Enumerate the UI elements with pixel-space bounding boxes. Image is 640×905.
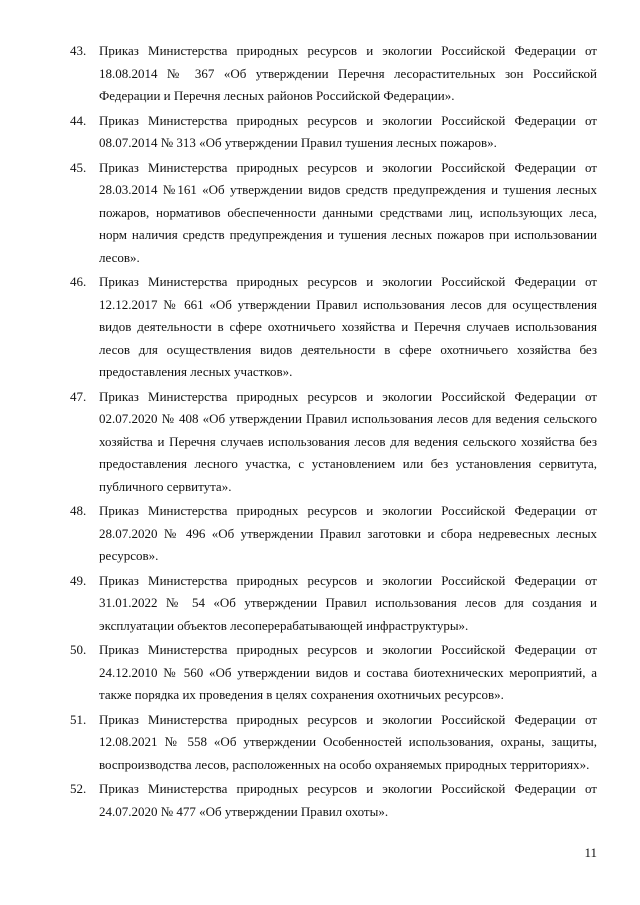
item-text: Приказ Министерства природных ресурсов и экологии Российской Федерации от 18.08.2014 № 367 «Об утверждении Перечня лесорастительных зон Российской Федерации и Перечня лесных районов Российской Федерации». [99, 43, 597, 103]
item-text: Приказ Министерства природных ресурсов и экологии Российской Федерации от 31.01.2022 № 54 «Об утверждении Правил использования лесов для создания и эксплуатации объектов лесоперерабатывающей инфраструктуры». [99, 572, 597, 633]
page-number: 11 [584, 845, 597, 860]
item-number: 49. [70, 572, 87, 588]
list-item [70, 40, 597, 108]
legal-acts-list [70, 40, 597, 825]
item-text: Приказ Министерства природных ресурсов и экологии Российской Федерации от 02.07.2020 № 408 «Об утверждении Правил использования лесов для ведения сельского хозяйства и Перечня случаев использования лесов для ведения сельского хозяйства без предоставления лесного участка, с установлением или без установления сервитута, публичного сервитута». [99, 388, 597, 494]
item-number: 51. [70, 711, 87, 727]
item-text: Приказ Министерства природных ресурсов и экологии Российской Федерации от 08.07.2014 № 313 «Об утверждении Правил тушения лесных пожаров». [99, 112, 597, 150]
item-text: Приказ Министерства природных ресурсов и экологии Российской Федерации от 28.03.2014 №161 «Об утверждении видов средств предупреждения и тушения лесных пожаров, нормативов обеспеченности данными средствами лиц, использующих леса, норм наличия средств предупреждения и тушения лесных пожаров при использовании лесов». [99, 159, 597, 265]
list-item [70, 110, 597, 155]
item-number: 45. [70, 159, 87, 175]
list-item [70, 271, 597, 384]
item-text: Приказ Министерства природных ресурсов и экологии Российской Федерации от 12.08.2021 № 558 «Об утверждении Особенностей использования, охраны, защиты, воспроизводства лесов, расположенных на особо охраняемых природных территориях». [99, 711, 597, 772]
item-text: Приказ Министерства природных ресурсов и экологии Российской Федерации от 24.12.2010 № 560 «Об утверждении видов и состава биотехнических мероприятий, а также порядка их проведения в целях сохранения охотничьих ресурсов». [99, 642, 597, 702]
list-item [70, 500, 597, 568]
item-text: Приказ Министерства природных ресурсов и экологии Российской Федерации от 12.12.2017 № 661 «Об утверждении Правил использования лесов для осуществления видов деятельности в сфере охотничьего хозяйства и Перечня случаев использования лесов для осуществления видов деятельности в сфере охотничьего хозяйства без предоставления лесных участков». [99, 274, 597, 379]
item-number: 46. [70, 274, 87, 289]
list-item [70, 157, 597, 270]
list-item [70, 709, 597, 777]
list-item [70, 639, 597, 707]
item-text: Приказ Министерства природных ресурсов и экологии Российской Федерации от 24.07.2020 № 477 «Об утверждении Правил охоты». [99, 781, 597, 819]
item-number: 52. [70, 781, 87, 796]
item-number: 50. [70, 642, 87, 657]
item-number: 47. [70, 388, 87, 404]
item-text: Приказ Министерства природных ресурсов и экологии Российской Федерации от 28.07.2020 № 496 «Об утверждении Правил заготовки и сбора недревесных лесных ресурсов». [99, 503, 597, 563]
item-number: 43. [70, 43, 87, 58]
list-item [70, 570, 597, 638]
list-item [70, 386, 597, 499]
item-number: 48. [70, 503, 87, 518]
list-item [70, 778, 597, 823]
item-number: 44. [70, 112, 87, 128]
